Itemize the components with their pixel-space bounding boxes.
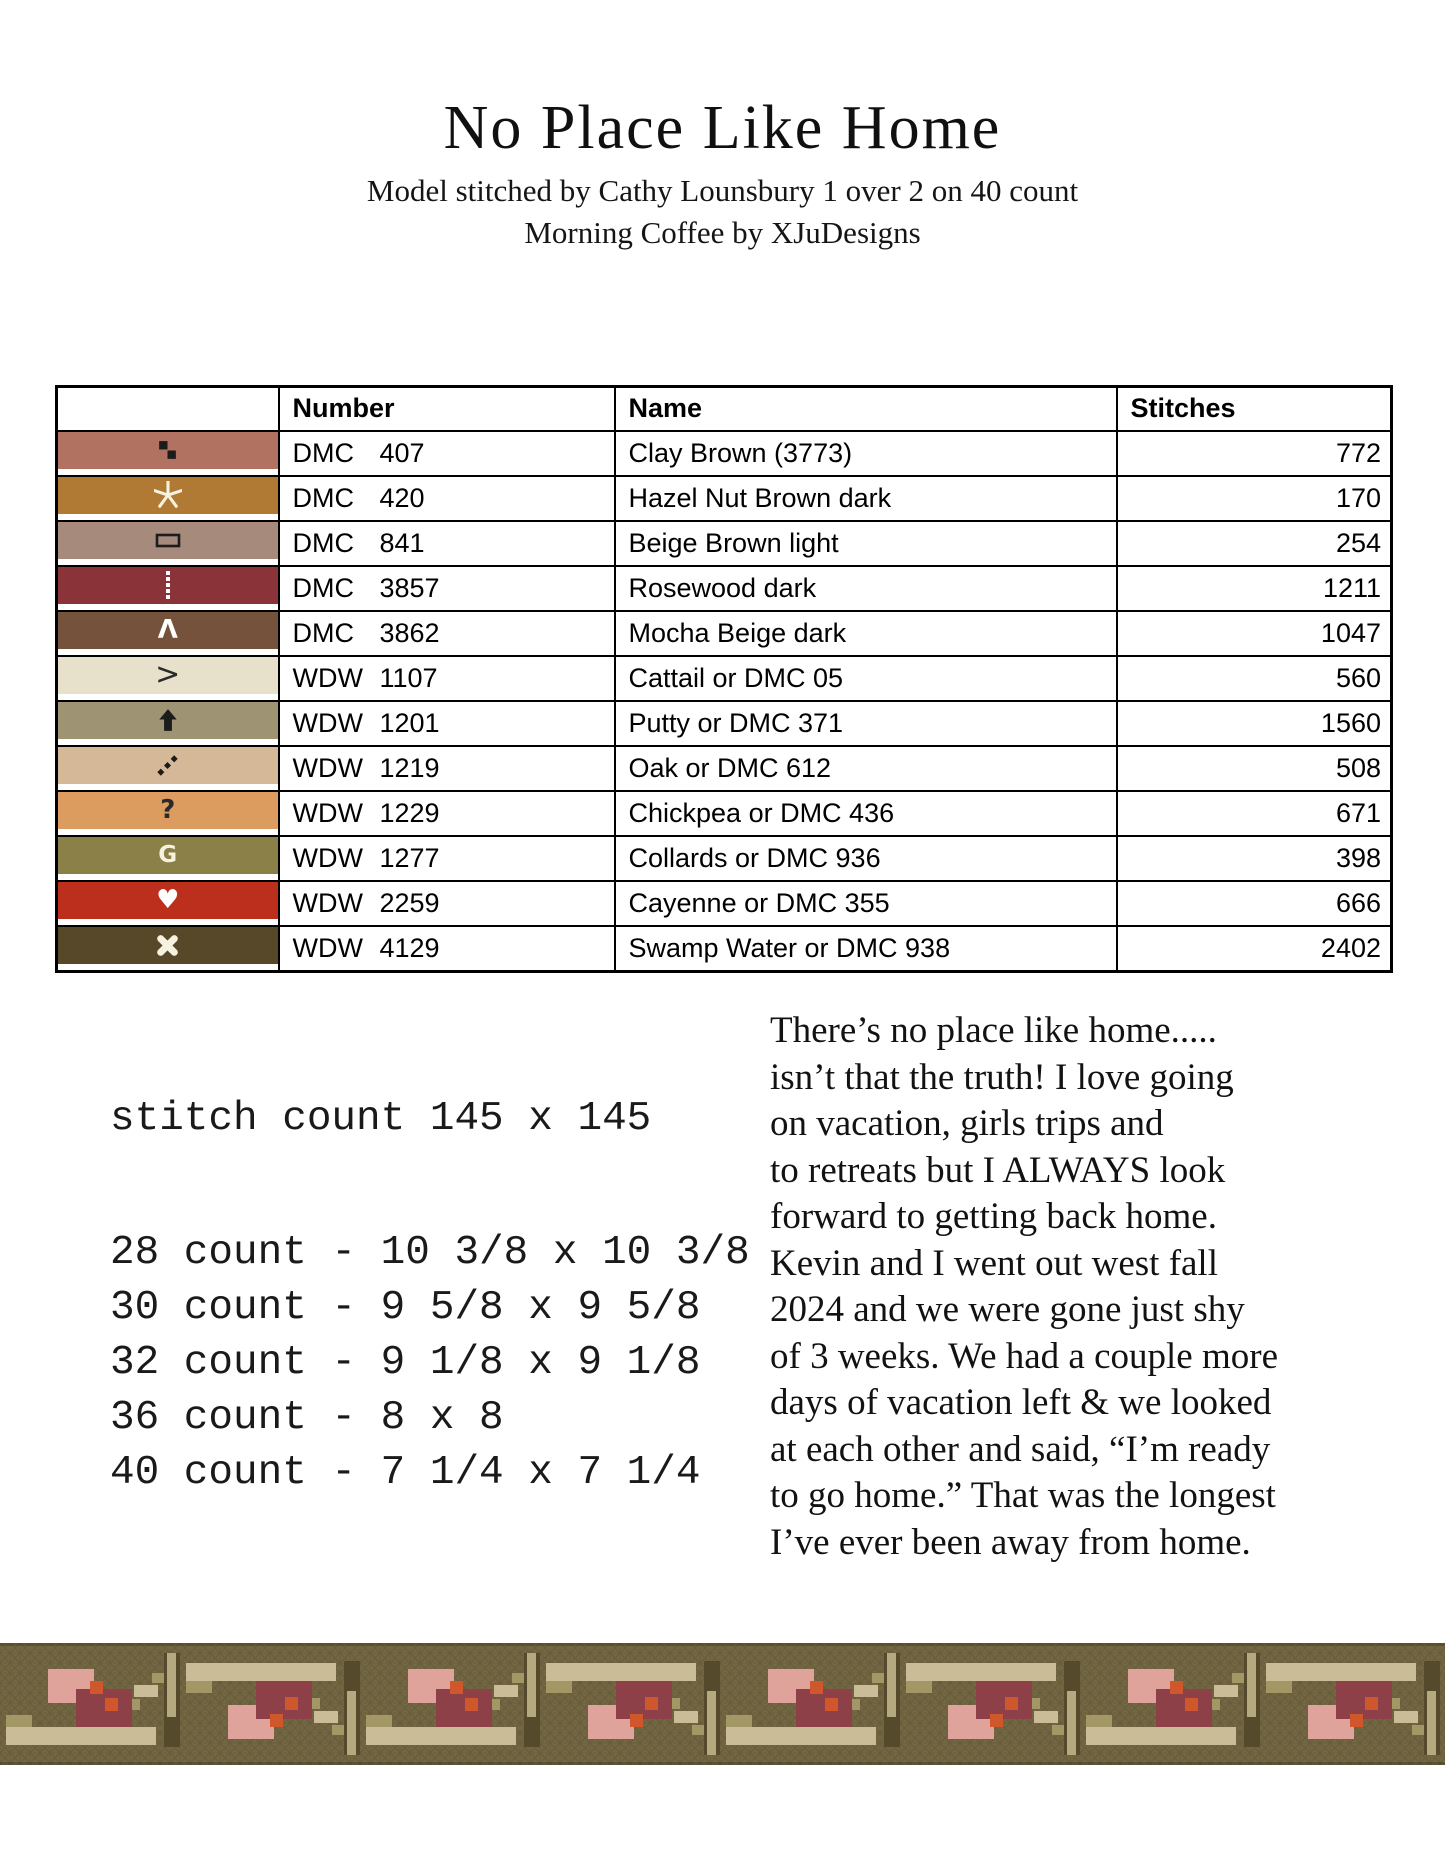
diagonal-dots-icon [155, 753, 180, 778]
stitch-count-value: 671 [1335, 797, 1381, 828]
table-row [57, 611, 1392, 656]
stitches-cell [1117, 836, 1392, 881]
floss-brand: WDW [292, 752, 363, 783]
stitch-count-value: 560 [1335, 662, 1381, 693]
color-swatch [58, 522, 278, 559]
text-line: 30 count - 9 5/8 x 9 5/8 [110, 1285, 701, 1331]
text-line: Kevin and I went out west fall [770, 1242, 1218, 1284]
swatch-cell [57, 701, 279, 746]
greater-than-icon: > [155, 657, 181, 692]
symbol-box [154, 481, 182, 509]
symbol-box [156, 570, 180, 601]
table-row [57, 836, 1392, 881]
floss-name: Clay Brown (3773) [628, 437, 853, 468]
floss-code: 1107 [379, 662, 438, 693]
stitches-cell [1117, 746, 1392, 791]
stitches-cell [1117, 656, 1392, 701]
floss-brand: DMC [292, 437, 354, 468]
name-cell [615, 701, 1117, 746]
heavy-x-icon [155, 933, 180, 958]
color-swatch [58, 432, 278, 469]
color-swatch [58, 612, 278, 649]
floss-code: 841 [379, 527, 425, 558]
star-icon [154, 481, 182, 509]
symbol-box [155, 753, 180, 778]
symbol-box [158, 617, 178, 643]
stitches-cell [1117, 701, 1392, 746]
number-cell [279, 656, 615, 701]
text-line: 40 count - 7 1/4 x 7 1/4 [110, 1450, 701, 1496]
text-line: 36 count - 8 x 8 [110, 1395, 504, 1441]
floss-brand: DMC [292, 482, 354, 513]
stitch-count-value: 1211 [1322, 572, 1381, 603]
table-row [57, 476, 1392, 521]
floss-brand: WDW [292, 707, 363, 738]
floss-brand: DMC [292, 617, 354, 648]
text-line: to retreats but I ALWAYS look [770, 1149, 1226, 1191]
number-cell [279, 566, 615, 611]
table-row [57, 521, 1392, 566]
legend-table-header [57, 387, 1392, 431]
name-cell [615, 521, 1117, 566]
color-swatch [58, 837, 278, 874]
name-cell [615, 611, 1117, 656]
name-cell [615, 656, 1117, 701]
floss-name: Chickpea or DMC 436 [628, 797, 895, 828]
page-title: No Place Like Home [443, 94, 1002, 162]
number-cell [279, 881, 615, 926]
floss-brand: DMC [292, 572, 354, 603]
floss-code: 1277 [379, 842, 440, 873]
header-row [57, 387, 1392, 431]
subtitle-line-2: Morning Coffee by XJuDesigns [524, 215, 921, 250]
color-swatch [58, 567, 278, 604]
text-line: of 3 weeks. We had a couple more [770, 1335, 1278, 1377]
floss-code: 4129 [379, 932, 440, 963]
name-cell [615, 926, 1117, 972]
floss-code: 1201 [379, 707, 440, 738]
floss-code: 407 [379, 437, 425, 468]
arrow-up-icon [156, 708, 180, 732]
text-line: to go home.” That was the longest [770, 1475, 1276, 1516]
text-line: isn’t that the truth! I love going [770, 1056, 1234, 1098]
name-cell [615, 431, 1117, 476]
stitches-cell [1117, 611, 1392, 656]
color-swatch [58, 477, 278, 514]
stitch-count-value: 666 [1335, 887, 1381, 918]
text-line: 32 count - 9 1/8 x 9 1/8 [110, 1340, 701, 1386]
rectangle-outline-icon [155, 529, 181, 552]
floss-code: 2259 [379, 887, 440, 918]
floss-brand: DMC [292, 527, 354, 558]
stitch-count-value: 398 [1335, 842, 1381, 873]
symbol-box [155, 933, 180, 958]
dotted-line-icon [156, 570, 180, 601]
floss-code: 3862 [379, 617, 440, 648]
size-info-block [110, 1096, 750, 1501]
floss-brand: WDW [292, 797, 363, 828]
stitches-cell [1117, 566, 1392, 611]
fabric-count-list [110, 1226, 750, 1501]
number-cell [279, 926, 615, 972]
floss-name: Oak or DMC 612 [628, 752, 832, 783]
number-cell [279, 836, 615, 881]
name-column-header: Name [615, 387, 1117, 431]
stitch-count-line: stitch count 145 x 145 [110, 1096, 652, 1142]
floss-brand: WDW [292, 662, 363, 693]
swatch-cell [57, 611, 279, 656]
stitches-cell [1117, 431, 1392, 476]
number-cell [279, 521, 615, 566]
swatch-cell [57, 881, 279, 926]
name-cell [615, 476, 1117, 521]
floss-name: Putty or DMC 371 [628, 707, 844, 738]
floss-name: Collards or DMC 936 [628, 842, 881, 873]
table-row [57, 746, 1392, 791]
cross-stitch-border [0, 1643, 1445, 1765]
table-row [57, 656, 1392, 701]
number-cell [279, 611, 615, 656]
text-line: 28 count - 10 3/8 x 10 3/8 [110, 1230, 750, 1276]
symbol-column-header [57, 387, 279, 431]
number-cell [279, 431, 615, 476]
color-swatch [58, 792, 278, 829]
symbol-box [160, 797, 175, 823]
floss-legend-table [55, 385, 1393, 973]
table-row [57, 926, 1392, 972]
caret-icon: Λ [157, 615, 178, 645]
stitch-count-value: 508 [1335, 752, 1381, 783]
letter-g-icon: G [158, 841, 178, 868]
stitches-cell [1117, 521, 1392, 566]
page-header [0, 92, 1445, 254]
floss-name: Swamp Water or DMC 938 [628, 932, 951, 963]
stitches-cell [1117, 926, 1392, 972]
swatch-cell [57, 476, 279, 521]
symbol-box [156, 708, 180, 732]
question-mark-icon: ? [160, 795, 176, 825]
floss-code: 1219 [379, 752, 440, 783]
symbol-box [155, 657, 181, 692]
table-row [57, 881, 1392, 926]
name-cell [615, 566, 1117, 611]
text-line: I’ve ever been away from home. [770, 1521, 1251, 1563]
swatch-cell [57, 431, 279, 476]
swatch-cell [57, 791, 279, 836]
symbol-box [158, 841, 178, 868]
table-row [57, 566, 1392, 611]
swatch-cell [57, 746, 279, 791]
floss-brand: WDW [292, 887, 363, 918]
stitches-cell [1117, 881, 1392, 926]
stitch-count-value: 254 [1335, 527, 1381, 558]
stitch-count-value: 2402 [1320, 932, 1381, 963]
floss-brand: WDW [292, 932, 363, 963]
floss-code: 420 [379, 482, 425, 513]
number-cell [279, 791, 615, 836]
color-swatch [58, 702, 278, 739]
color-swatch [58, 927, 278, 964]
swatch-cell [57, 656, 279, 701]
floss-name: Cayenne or DMC 355 [628, 887, 890, 918]
text-line: days of vacation left & we looked [770, 1382, 1272, 1423]
symbol-box [156, 439, 179, 462]
table-row [57, 431, 1392, 476]
text-line: There’s no place like home..... [770, 1010, 1217, 1051]
swatch-cell [57, 926, 279, 972]
stitches-column-header: Stitches [1117, 387, 1392, 431]
floss-code: 3857 [379, 572, 440, 603]
table-row [57, 701, 1392, 746]
two-squares-icon [156, 439, 179, 462]
legend-table-body [57, 431, 1392, 972]
text-line: forward to getting back home. [770, 1196, 1217, 1237]
stitch-count-value: 772 [1335, 437, 1381, 468]
color-swatch [58, 657, 278, 694]
stitches-cell [1117, 791, 1392, 836]
stitch-count-value: 1047 [1320, 617, 1381, 648]
name-cell [615, 791, 1117, 836]
number-cell [279, 701, 615, 746]
stitches-cell [1117, 476, 1392, 521]
floss-name: Rosewood dark [628, 572, 817, 603]
subtitle [0, 170, 1445, 254]
floss-brand: WDW [292, 842, 363, 873]
heart-icon: ♥ [156, 885, 180, 915]
floss-code: 1229 [379, 797, 440, 828]
text-line: at each other and said, “I’m ready [770, 1428, 1271, 1470]
floss-name: Beige Brown light [628, 527, 839, 558]
floss-name: Hazel Nut Brown dark [628, 482, 892, 513]
color-swatch [58, 882, 278, 919]
subtitle-line-1: Model stitched by Cathy Lounsbury 1 over 2 on 40 count [366, 173, 1079, 208]
floss-name: Mocha Beige dark [628, 617, 847, 648]
symbol-box [156, 887, 179, 913]
name-cell [615, 881, 1117, 926]
symbol-box [155, 529, 181, 552]
text-line: on vacation, girls trips and [770, 1103, 1164, 1144]
number-column-header: Number [279, 387, 615, 431]
floss-name: Cattail or DMC 05 [628, 662, 844, 693]
text-line: 2024 and we were gone just shy [770, 1289, 1245, 1330]
swatch-cell [57, 836, 279, 881]
swatch-cell [57, 566, 279, 611]
number-cell [279, 746, 615, 791]
name-cell [615, 836, 1117, 881]
name-cell [615, 746, 1117, 791]
swatch-cell [57, 521, 279, 566]
color-swatch [58, 747, 278, 784]
stitch-count-value: 170 [1335, 482, 1381, 513]
story-paragraph [770, 1008, 1278, 1566]
table-row [57, 791, 1392, 836]
number-cell [279, 476, 615, 521]
stitch-count-value: 1560 [1320, 707, 1381, 738]
